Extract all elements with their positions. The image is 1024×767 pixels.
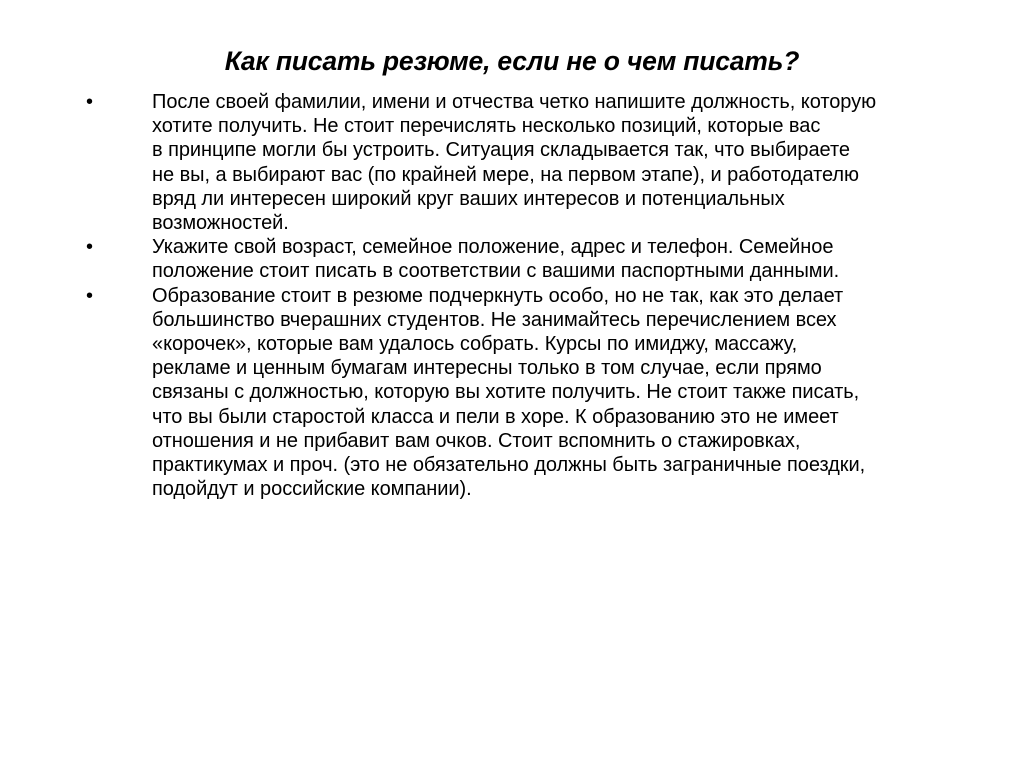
text-line: положение стоит писать в соответствии с вашими паспортными данными. bbox=[152, 260, 840, 283]
text-line: что вы были старостой класса и пели в хоре. К образованию это не имеет bbox=[152, 405, 839, 428]
text-line: Образование стоит в резюме подчеркнуть особо, но не так, как это делает bbox=[152, 284, 844, 307]
text-line: связаны с должностью, которую вы хотите получить. Не стоит также писать, bbox=[152, 381, 860, 404]
text-line: вряд ли интересен широкий круг ваших интересов и потенциальных bbox=[152, 187, 785, 210]
text-line: практикумах и проч. (это не обязательно должны быть заграничные поездки, bbox=[152, 454, 866, 477]
text-line: рекламе и ценным бумагам интересны только в том случае, если прямо bbox=[152, 357, 822, 380]
bullet-point-icon: • bbox=[86, 284, 94, 307]
text-line: возможностей. bbox=[152, 212, 289, 235]
text-line: хотите получить. Не стоит перечислять несколько позиций, которые вас bbox=[152, 115, 821, 138]
text-line: Укажите свой возраст, семейное положение, адрес и телефон. Семейное bbox=[152, 236, 834, 259]
list-item bbox=[0, 90, 1024, 235]
bullet-point-icon: • bbox=[86, 91, 94, 113]
bullet-list bbox=[0, 90, 1024, 501]
page-title: Как писать резюме, если не о чем писать? bbox=[224, 46, 800, 76]
bullet-point-icon: • bbox=[86, 236, 94, 259]
list-item-text bbox=[152, 235, 995, 283]
text-line: подойдут и российские компании). bbox=[152, 478, 472, 501]
text-line: в принципе могли бы устроить. Ситуация складывается так, что выбираете bbox=[152, 139, 850, 162]
list-item-text bbox=[152, 284, 995, 502]
list-item bbox=[0, 284, 1024, 502]
text-line: отношения и не прибавит вам очков. Стоит вспомнить о стажировках, bbox=[152, 429, 801, 452]
text-line: не вы, а выбирают вас (по крайней мере, на первом этапе), и работодателю bbox=[152, 163, 859, 186]
text-line: «корочек», которые вам удалось собрать. Курсы по имиджу, массажу, bbox=[152, 333, 798, 356]
list-item-text bbox=[152, 90, 995, 235]
text-line: После своей фамилии, имени и отчества четко напишите должность, которую bbox=[152, 91, 877, 113]
list-item bbox=[0, 235, 1024, 283]
text-line: большинство вчерашних студентов. Не занимайтесь перечислением всех bbox=[152, 308, 837, 331]
